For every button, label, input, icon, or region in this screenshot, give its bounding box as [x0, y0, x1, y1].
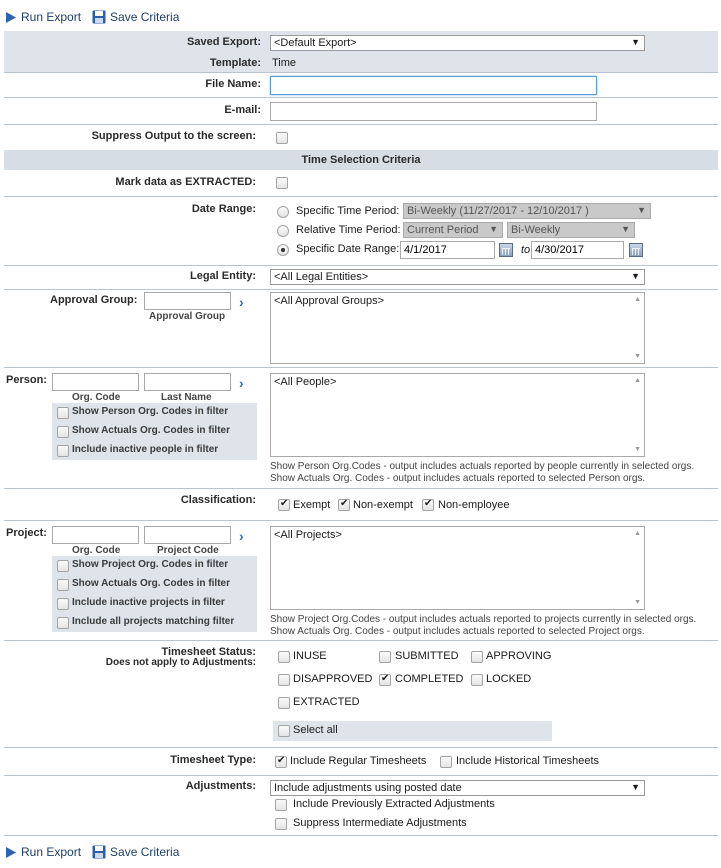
- project-org-code-label: Org. Code: [72, 545, 121, 556]
- email-row: [4, 98, 718, 125]
- previously-extracted-label: Include Previously Extracted Adjustments: [293, 798, 495, 810]
- legal-entity-value: <All Legal Entities>: [274, 271, 369, 283]
- timesheet-status-label: Timesheet Status:: [161, 646, 256, 658]
- status-inuse-checkbox[interactable]: [278, 651, 290, 663]
- mark-extracted-row: [4, 170, 718, 197]
- person-filter-label-2: Show Actuals Org. Codes in filter: [72, 425, 230, 436]
- suppress-label: Suppress Output to the screen:: [91, 130, 256, 142]
- person-note-1: Show Person Org.Codes - output includes actuals reported by people currently in selected orgs.: [270, 461, 695, 472]
- timesheet-type-row: [4, 748, 718, 776]
- project-label: Project:: [6, 527, 47, 539]
- approval-group-row: [4, 290, 718, 368]
- run-export-label: Run Export: [21, 845, 82, 859]
- status-completed-label: COMPLETED: [395, 673, 464, 685]
- status-disapproved-label: DISAPPROVED: [293, 673, 373, 685]
- date-from-input[interactable]: [400, 241, 495, 259]
- suppress-intermediate-checkbox[interactable]: [275, 818, 287, 830]
- top-toolbar: [0, 6, 185, 28]
- project-filter-label-4: Include all projects matching filter: [72, 616, 235, 627]
- chevron-down-icon: ▼: [631, 782, 640, 792]
- classification-label: Classification:: [180, 494, 256, 506]
- status-locked-checkbox[interactable]: [471, 674, 483, 686]
- project-org-code-input[interactable]: [52, 526, 139, 544]
- status-approving-label: APPROVING: [486, 650, 552, 662]
- project-note-1: Show Project Org.Codes - output includes actuals reported to projects currently in selected orgs.: [270, 614, 697, 625]
- scroll-down-icon[interactable]: ▼: [634, 353, 641, 360]
- regular-timesheets-label: Include Regular Timesheets: [290, 755, 427, 767]
- scroll-down-icon[interactable]: ▼: [634, 446, 641, 453]
- person-label: Person:: [6, 374, 47, 386]
- project-filter-checkbox-1[interactable]: [57, 560, 69, 572]
- adjustments-row: [4, 776, 718, 836]
- person-filter-checkbox-1[interactable]: [57, 407, 69, 419]
- timesheet-type-label: Timesheet Type:: [170, 754, 256, 766]
- project-note-2: Show Actuals Org. Codes - output includes actuals reported to selected Project orgs.: [270, 626, 645, 637]
- save-icon: [92, 845, 106, 859]
- specific-range-label: Specific Date Range:: [296, 243, 400, 255]
- save-criteria-label: Save Criteria: [110, 10, 180, 24]
- scroll-down-icon[interactable]: ▼: [634, 599, 641, 606]
- exempt-checkbox[interactable]: [278, 499, 290, 511]
- date-range-row: [4, 197, 718, 266]
- chevron-down-icon: ▼: [489, 224, 498, 234]
- specific-range-radio[interactable]: [277, 244, 289, 256]
- status-submitted-checkbox[interactable]: [379, 651, 391, 663]
- run-export-label: Run Export: [21, 10, 82, 24]
- status-extracted-checkbox[interactable]: [278, 697, 290, 709]
- person-last-name-input[interactable]: [144, 373, 231, 391]
- legal-entity-row: [4, 266, 718, 290]
- file-name-label: File Name:: [205, 78, 261, 90]
- historical-timesheets-checkbox[interactable]: [440, 756, 452, 768]
- previously-extracted-checkbox[interactable]: [275, 799, 287, 811]
- approval-group-list[interactable]: [270, 292, 645, 364]
- specific-period-value: Bi-Weekly (11/27/2017 - 12/10/2017 ): [407, 205, 589, 217]
- approval-group-sublabel: Approval Group: [149, 311, 226, 322]
- saved-export-row: [4, 31, 718, 73]
- relative-period-radio[interactable]: [277, 225, 289, 237]
- legal-entity-select[interactable]: [270, 269, 645, 285]
- project-filter-label-1: Show Project Org. Codes in filter: [72, 559, 229, 570]
- project-row: [4, 520, 718, 641]
- person-org-code-input[interactable]: [52, 373, 139, 391]
- relative-period-value-2: Bi-Weekly: [511, 224, 561, 236]
- save-criteria-button-bottom[interactable]: [92, 845, 179, 859]
- non-exempt-checkbox[interactable]: [338, 499, 350, 511]
- play-icon: [5, 11, 17, 24]
- person-note-2: Show Actuals Org. Codes - output includes actuals reported to selected Person orgs.: [270, 473, 646, 484]
- status-extracted-label: EXTRACTED: [293, 696, 360, 708]
- person-filter-box: [52, 403, 257, 460]
- time-selection-header: Time Selection Criteria: [4, 150, 718, 170]
- save-criteria-label: Save Criteria: [110, 845, 180, 859]
- person-list-item[interactable]: <All People>: [274, 376, 337, 388]
- non-employee-label: Non-employee: [438, 499, 510, 511]
- mark-extracted-checkbox[interactable]: [276, 177, 288, 189]
- relative-period-select-1[interactable]: [403, 222, 503, 238]
- saved-export-select[interactable]: [270, 35, 645, 51]
- saved-export-label: Saved Export:: [187, 36, 261, 48]
- specific-period-label: Specific Time Period:: [296, 205, 400, 217]
- person-org-code-label: Org. Code: [72, 392, 121, 403]
- suppress-row: [4, 125, 718, 150]
- specific-period-select[interactable]: [403, 203, 651, 219]
- project-filter-checkbox-4[interactable]: [57, 617, 69, 629]
- classification-row: [4, 489, 718, 520]
- chevron-down-icon: ▼: [637, 205, 646, 215]
- non-exempt-label: Non-exempt: [353, 499, 413, 511]
- legal-entity-label: Legal Entity:: [189, 270, 256, 282]
- person-list[interactable]: [270, 373, 645, 457]
- date-to-label: to: [521, 244, 531, 256]
- run-export-button-bottom[interactable]: [5, 845, 81, 859]
- run-export-button[interactable]: [5, 10, 81, 24]
- calendar-icon[interactable]: [629, 243, 643, 257]
- date-range-label: Date Range:: [191, 203, 256, 215]
- chevron-right-icon[interactable]: ›: [239, 528, 244, 544]
- adjustments-label: Adjustments:: [185, 780, 256, 792]
- relative-period-value-1: Current Period: [407, 224, 479, 236]
- relative-period-select-2[interactable]: [507, 222, 635, 238]
- mark-extracted-label: Mark data as EXTRACTED:: [115, 176, 256, 188]
- bottom-toolbar: [0, 841, 185, 863]
- play-icon: [5, 846, 17, 859]
- chevron-right-icon[interactable]: ›: [239, 294, 244, 310]
- historical-timesheets-label: Include Historical Timesheets: [456, 755, 600, 767]
- email-label: E-mail:: [224, 104, 261, 116]
- suppress-checkbox[interactable]: [276, 132, 288, 144]
- chevron-down-icon: ▼: [631, 37, 640, 47]
- project-list[interactable]: [270, 526, 645, 610]
- project-filter-label-2: Show Actuals Org. Codes in filter: [72, 578, 230, 589]
- status-completed-checkbox[interactable]: [379, 674, 391, 686]
- scroll-up-icon[interactable]: ▲: [634, 377, 641, 384]
- person-last-name-label: Last Name: [161, 392, 212, 403]
- person-filter-checkbox-2[interactable]: [57, 426, 69, 438]
- person-filter-checkbox-3[interactable]: [57, 445, 69, 457]
- status-approving-checkbox[interactable]: [471, 651, 483, 663]
- project-filter-checkbox-3[interactable]: [57, 598, 69, 610]
- date-to-input[interactable]: [531, 241, 624, 259]
- approval-group-input[interactable]: [144, 292, 231, 310]
- regular-timesheets-checkbox[interactable]: [275, 756, 287, 768]
- timesheet-status-sublabel: Does not apply to Adjustments:: [105, 657, 256, 668]
- timesheet-status-row: [4, 641, 718, 748]
- non-employee-checkbox[interactable]: [422, 499, 434, 511]
- project-filter-checkbox-2[interactable]: [57, 579, 69, 591]
- project-filter-box: [52, 556, 257, 632]
- project-filter-label-3: Include inactive projects in filter: [72, 597, 225, 608]
- file-name-input[interactable]: [270, 76, 597, 95]
- project-code-input[interactable]: [144, 526, 231, 544]
- status-submitted-label: SUBMITTED: [395, 650, 459, 662]
- project-list-item[interactable]: <All Projects>: [274, 529, 342, 541]
- relative-period-label: Relative Time Period:: [296, 224, 401, 236]
- person-filter-label-3: Include inactive people in filter: [72, 444, 219, 455]
- template-value: Time: [272, 57, 297, 69]
- approval-group-label: Approval Group:: [50, 294, 138, 306]
- save-icon: [92, 10, 106, 24]
- status-disapproved-checkbox[interactable]: [278, 674, 290, 686]
- adjustments-select[interactable]: [270, 780, 645, 796]
- calendar-icon[interactable]: [499, 243, 513, 257]
- chevron-down-icon: ▼: [621, 224, 630, 234]
- saved-export-value: <Default Export>: [274, 37, 357, 49]
- chevron-down-icon: ▼: [631, 271, 640, 281]
- exempt-label: Exempt: [293, 499, 331, 511]
- scroll-up-icon[interactable]: ▲: [634, 296, 641, 303]
- save-criteria-button[interactable]: [92, 10, 179, 24]
- status-inuse-label: INUSE: [293, 650, 327, 662]
- status-locked-label: LOCKED: [486, 673, 532, 685]
- approval-group-list-item[interactable]: <All Approval Groups>: [274, 295, 385, 307]
- scroll-up-icon[interactable]: ▲: [634, 530, 641, 537]
- select-all-checkbox[interactable]: [278, 725, 290, 737]
- template-label: Template:: [209, 57, 261, 69]
- project-code-label: Project Code: [157, 545, 219, 556]
- select-all-label: Select all: [293, 724, 338, 736]
- email-input[interactable]: [270, 102, 597, 121]
- select-all-box: [273, 721, 552, 741]
- specific-period-radio[interactable]: [277, 206, 289, 218]
- adjustments-value: Include adjustments using posted date: [274, 782, 462, 794]
- suppress-intermediate-label: Suppress Intermediate Adjustments: [293, 817, 467, 829]
- person-row: [4, 368, 718, 489]
- person-filter-label-1: Show Person Org. Codes in filter: [72, 406, 229, 417]
- file-name-row: [4, 73, 718, 98]
- chevron-right-icon[interactable]: ›: [239, 375, 244, 391]
